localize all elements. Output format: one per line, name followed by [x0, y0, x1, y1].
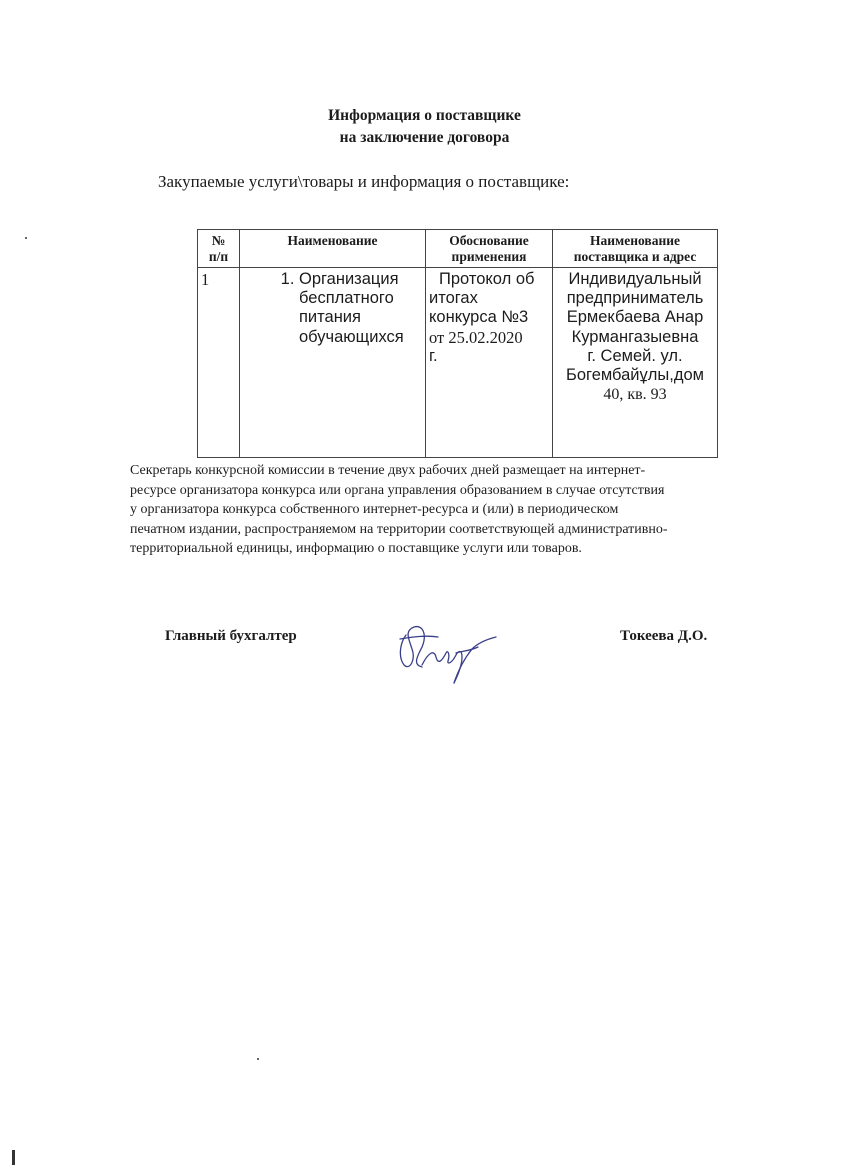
scan-speck: [257, 1058, 259, 1060]
row-supplier-line-6: Богембайұлы,дом: [566, 366, 704, 385]
document-title: [0, 105, 849, 149]
paragraph-line-2: ресурсе организатора конкурса или органа управления образованием в случае отсутствия: [130, 482, 665, 498]
paragraph-line-4: печатном издании, распространяемом на территории соответствующей административно-: [130, 521, 668, 537]
header-supplier-line-2: поставщика и адрес: [573, 249, 697, 264]
scan-mark: [12, 1150, 15, 1165]
scan-speck: [25, 237, 27, 239]
handwritten-signature: [392, 615, 502, 690]
paragraph-line-1: Секретарь конкурсной комиссии в течение двух рабочих дней размещает на интернет-: [130, 463, 646, 478]
row-supplier: [553, 268, 718, 458]
row-supplier-line-4: Курмангазыевна: [571, 327, 699, 346]
header-basis-line-1: Обоснование: [449, 233, 529, 248]
paragraph-line-5: территориальной единицы, информацию о поставщике услуги или товаров.: [130, 541, 582, 556]
signatory-role: Главный бухгалтер: [165, 628, 297, 644]
row-name-item: [299, 270, 422, 347]
header-number: [198, 230, 240, 268]
title-line-2: на заключение договора: [339, 129, 510, 146]
lead-text: Закупаемые услуги\товары и информация о поставщике:: [158, 172, 570, 191]
supplier-table: [197, 229, 718, 458]
title-line-1: Информация о поставщике: [328, 107, 521, 124]
row-name: [240, 268, 426, 458]
row-supplier-line-5: г. Семей. ул.: [587, 346, 683, 365]
row-basis-line-2: итогах: [429, 289, 478, 308]
row-basis-line-1: Протокол об: [439, 270, 535, 288]
row-basis-line-3: конкурса №3: [429, 308, 529, 327]
header-basis-line-2: применения: [451, 249, 527, 264]
row-name-line-3: питания: [299, 308, 361, 327]
row-supplier-line-3: Ермекбаева Анар: [566, 308, 704, 327]
row-basis-line-5: г.: [429, 346, 438, 365]
secretary-paragraph: [130, 461, 720, 559]
row-supplier-line-7: 40, кв. 93: [603, 386, 667, 404]
header-supplier: [553, 230, 718, 268]
header-number-line-2: п/п: [208, 249, 229, 264]
row-basis: [426, 268, 553, 458]
header-number-line-1: №: [211, 233, 226, 248]
row-basis-line-4: от 25.02.2020: [429, 327, 523, 347]
header-name: Наименование: [240, 230, 426, 268]
header-basis: [426, 230, 553, 268]
row-number: 1: [198, 268, 240, 458]
row-name-line-2: бесплатного: [299, 289, 394, 308]
paragraph-line-3: у организатора конкурса собственного интернет-ресурса и (или) в периодическом: [130, 502, 619, 517]
header-supplier-line-1: Наименование: [590, 233, 680, 248]
row-name-line-4: обучающихся: [299, 327, 404, 346]
signatory-name: Токеева Д.О.: [620, 628, 708, 644]
row-supplier-line-2: предприниматель: [566, 289, 704, 308]
table-row: [198, 268, 718, 458]
row-name-line-1: Организация: [299, 270, 399, 288]
table-header-row: [198, 230, 718, 268]
row-supplier-line-1: Индивидуальный: [568, 270, 702, 288]
